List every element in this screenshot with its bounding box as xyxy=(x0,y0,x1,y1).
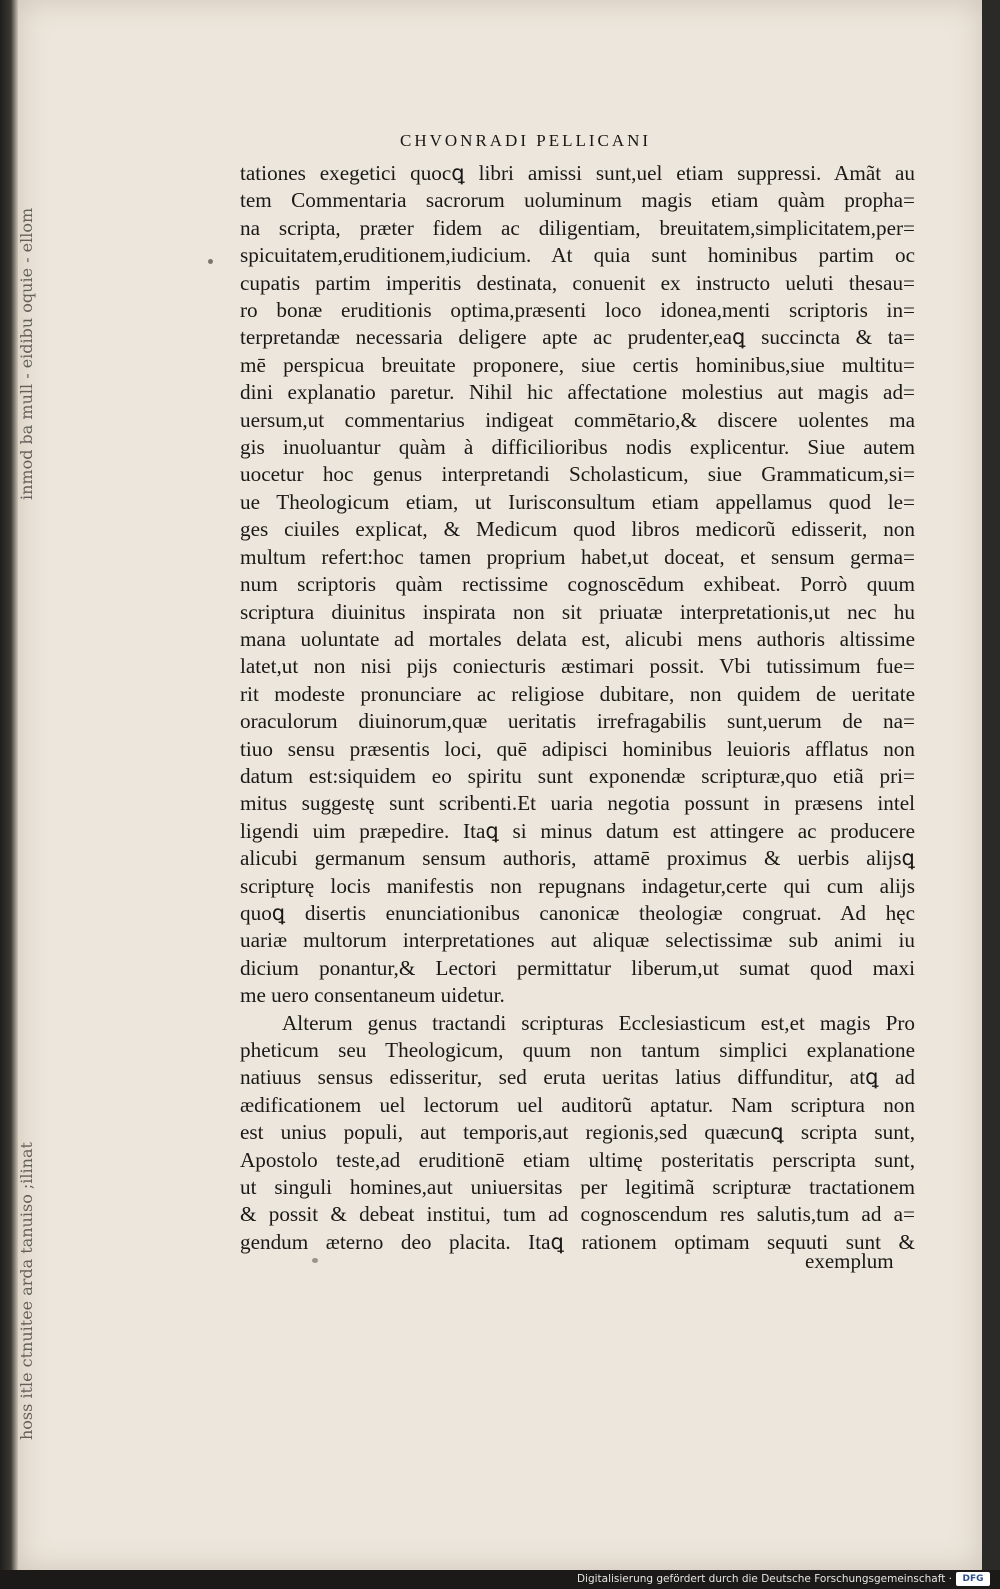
book-spine xyxy=(0,0,18,1570)
text-line: pheticum seu Theologicum, quum non tantum simplici explanatione xyxy=(240,1038,915,1062)
text-line: cupatis partim imperitis destinata, conuenit ex instructo ueluti thesau= xyxy=(240,270,915,295)
text-line: gendum æterno deo placita. Itaꝗ rationem optimam sequuti sunt & xyxy=(240,1229,915,1254)
text-line: ro bonæ eruditionis optima,præsenti loco idonea,menti scriptoris in= xyxy=(240,298,915,323)
dfg-logo-icon[interactable] xyxy=(956,1572,990,1586)
text-line: uocetur hoc genus interpretandi Scholasticum, siue Grammaticum,si= xyxy=(240,462,915,487)
footer-credit: Digitalisierung gefördert durch die Deutsche Forschungsgemeinschaft · xyxy=(576,1573,952,1585)
text-line: mitus suggestę sunt scribenti.Et uaria negotia possunt in præsens intel xyxy=(240,791,915,816)
text-line: alicubi germanum sensum authoris, attamē proximus & uerbis alijsꝗ xyxy=(240,846,915,871)
text-line: ut singuli homines,aut uniuersitas per legitimã scripturæ tractationem xyxy=(240,1175,915,1200)
text-line: tem Commentaria sacrorum uoluminum magis etiam quàm propha= xyxy=(240,188,915,213)
text-line: datum est:siquidem eo spiritu sunt exponendæ scripturæ,quo etiã pri= xyxy=(240,763,915,788)
text-line: na scripta, præter fidem ac diligentiam, breuitatem,simplicitatem,per= xyxy=(240,215,915,240)
text-line: scriptura diuinitus inspirata non sit priuatæ interpretationis,ut nec hu xyxy=(240,599,915,624)
text-line: Apostolo teste,ad eruditionē etiam ultimę posteritatis perscripta sunt, xyxy=(240,1147,915,1172)
text-line: spicuitatem,eruditionem,iudicium. At quia sunt hominibus partim oc xyxy=(240,243,915,268)
body-text xyxy=(240,160,915,1256)
running-head: CHVONRADI PELLICANI xyxy=(400,131,652,150)
text-line-paragraph-start: Alterum genus tractandi scripturas Ecclesiasticum est,et magis Pro xyxy=(282,1010,915,1035)
text-line: mē perspicua breuitate proponere, siue certis hominibus,siue multitu= xyxy=(240,352,915,377)
facing-page-bleed-bottom: hoss itle ctnuitee arda tanuiso ;ilinat xyxy=(17,1142,36,1440)
text-line: num scriptoris quàm rectissime cognoscēdum exhibeat. Porrò quum xyxy=(240,572,915,597)
text-line: quoꝗ disertis enunciationibus canonicæ theologiæ congruat. Ad hęc xyxy=(240,900,915,925)
text-line: ædificationem uel lectorum uel auditorũ aptatur. Nam scriptura non xyxy=(240,1092,915,1117)
text-line: uariæ multorum interpretationes aut aliquæ selectissimæ sub animi iu xyxy=(240,928,915,953)
text-line: gis inuoluantur quàm à difficilioribus nodis explicentur. Siue autem xyxy=(240,435,915,460)
text-line: scripturę locis manifestis non repugnans indagetur,certe qui cum alijs xyxy=(240,873,915,898)
text-line: dicium ponantur,& Lectori permittatur liberum,ut sumat quod maxi xyxy=(240,955,915,980)
text-line: tationes exegetici quocꝗ libri amissi sunt,uel etiam suppressi. Amãt au xyxy=(240,161,915,185)
text-line: ges ciuiles explicat, & Medicum quod libros medicorũ edisserit, non xyxy=(240,517,915,542)
text-line-paragraph-end: me uero consentaneum uidetur. xyxy=(240,983,505,1008)
text-line: latet,ut non nisi pijs coniecturis æstimari possit. Vbi tutissimum fue= xyxy=(240,654,915,679)
text-line: oraculorum diuinorum,quæ ueritatis irrefragabilis sunt,uerum de na= xyxy=(240,709,915,734)
text-line: ue Theologicum etiam, ut Iurisconsultum etiam appellamus quod le= xyxy=(240,489,915,514)
text-line: multum refert:hoc tamen proprium habet,ut doceat, et sensum germa= xyxy=(240,544,915,569)
text-line: dini explanatio paretur. Nihil hic affectatione molestius aut magis ad= xyxy=(240,380,915,405)
catchword: exemplum xyxy=(805,1249,894,1273)
text-line: tiuo sensu præsentis loci, quē adipisci hominibus leuioris afflatus non xyxy=(240,736,915,761)
text-line: & possit & debeat institui, tum ad cognoscendum res salutis,tum ad a= xyxy=(240,1202,915,1227)
paper-blemish xyxy=(208,259,213,264)
text-line: est unius populi, aut temporis,aut regionis,sed quæcunꝗ scripta sunt, xyxy=(240,1120,915,1145)
text-line: uersum,ut commentarius indigeat commētario,& discere uolentes ma xyxy=(240,407,915,432)
text-line: mana uoluntate ad mortales delata est, alicubi mens authoris altissime xyxy=(240,626,915,651)
text-line: ligendi uim præpedire. Itaꝗ si minus datum est attingere ac producere xyxy=(240,818,915,843)
paper-blemish xyxy=(312,1258,318,1263)
text-line: natiuus sensus edisseritur, sed eruta ueritas latius diffunditur, atꝗ ad xyxy=(240,1065,915,1090)
text-line: terpretandæ necessaria deligere apte ac prudenter,eaꝗ succincta & ta= xyxy=(240,325,915,350)
facing-page-bleed-top: inmod ba mull - eidibu oquie - ellom xyxy=(17,207,36,500)
dfg-logo-label: DFG xyxy=(962,1574,984,1584)
text-line: rit modeste pronunciare ac religiose dubitare, non quidem de ueritate xyxy=(240,681,915,706)
